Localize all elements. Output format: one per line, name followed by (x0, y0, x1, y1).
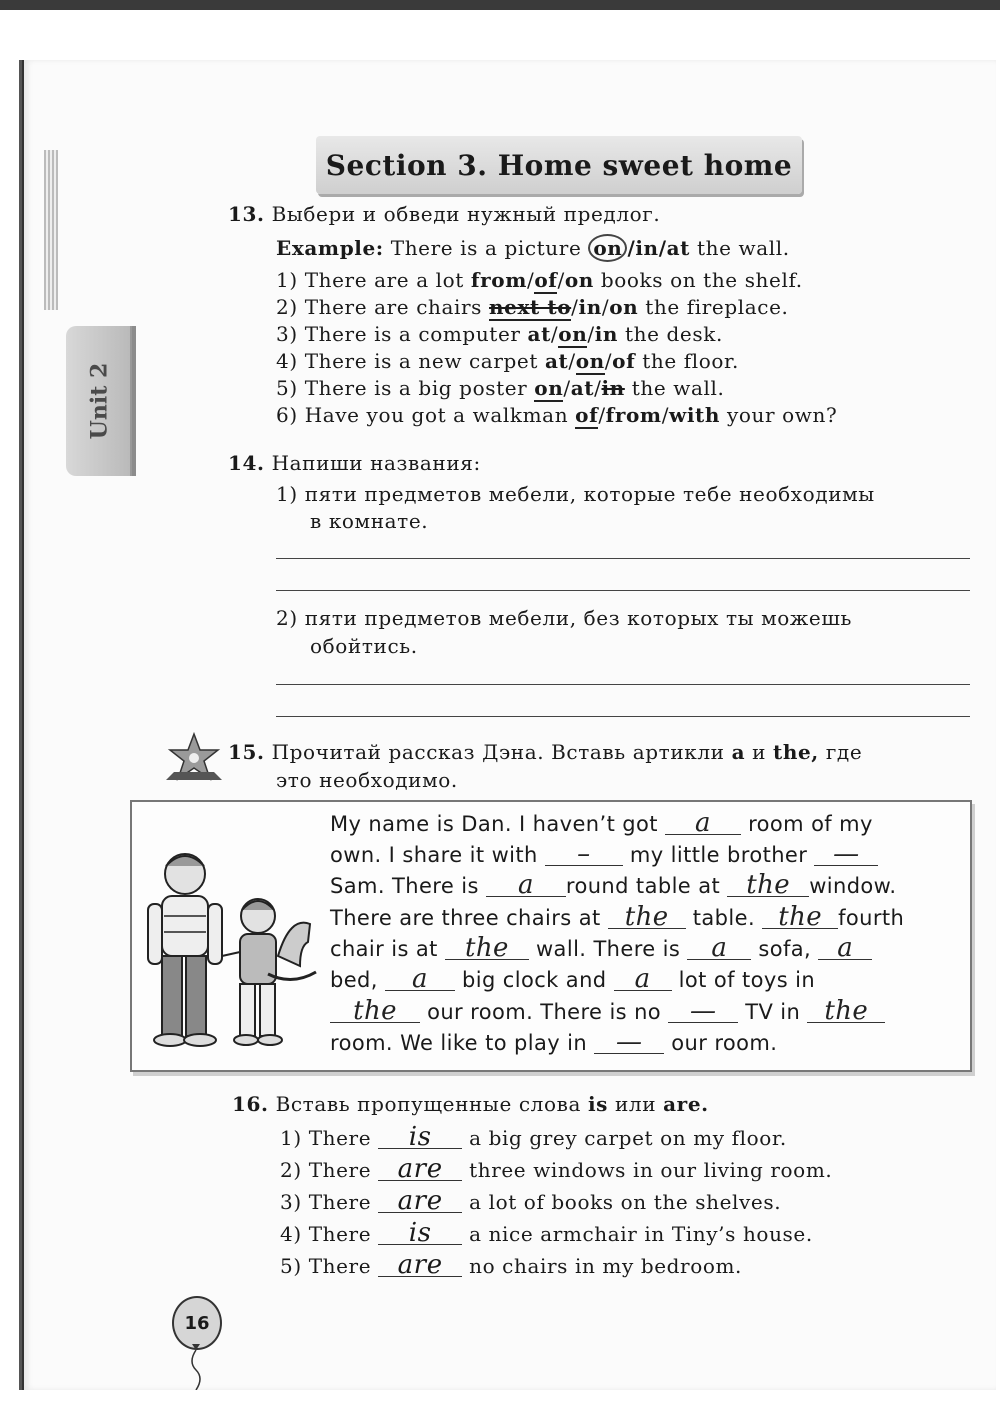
item-text: Have you got a walkman (304, 403, 569, 427)
item-number: 2) (276, 606, 298, 630)
article-blank[interactable]: a (687, 937, 751, 960)
story-text: My name is Dan. I haven’t got (330, 812, 658, 836)
story-line-5 (330, 933, 872, 963)
story-text: There are three chairs at (330, 906, 601, 930)
story-text: room. We like to play in (330, 1031, 588, 1055)
article-blank[interactable]: — (594, 1031, 664, 1054)
article-blank[interactable]: — (668, 1000, 738, 1023)
story-text: fourth (838, 906, 905, 930)
item-text-end: your own? (727, 403, 838, 427)
item-number: 4) (276, 349, 298, 373)
article-blank[interactable]: a (665, 812, 741, 835)
story-line-1 (330, 808, 873, 838)
story-text: our room. (671, 1031, 778, 1055)
ex14-item1 (276, 482, 875, 506)
article-blank[interactable]: the (762, 906, 838, 929)
article-blank[interactable]: — (814, 843, 878, 866)
story-line-6 (330, 964, 816, 994)
answer-line[interactable] (276, 590, 970, 591)
story-text: our room. There is no (427, 1000, 662, 1024)
option[interactable]: at (527, 322, 551, 346)
ex15-instruction-end: где (825, 740, 863, 764)
page-number-balloon (172, 1296, 222, 1350)
ex13-instruction: Выбери и обведи нужный предлог. (271, 202, 661, 226)
example-option: at (666, 236, 690, 260)
ex15-instruction: Прочитай рассказ Дэна. Вставь артикли (271, 740, 725, 764)
story-line-2 (330, 839, 878, 869)
story-text: own. I share it with (330, 843, 538, 867)
item-text-end: the floor. (642, 349, 739, 373)
item-text: пяти предметов мебели, без которых ты можешь (304, 606, 853, 630)
story-text: TV in (745, 1000, 801, 1024)
ex16-instruction: Вставь пропущенные слова (275, 1092, 581, 1116)
option[interactable]: from (605, 403, 662, 427)
ex13-item: 3) There is a computer at/on/in the desk. (276, 322, 723, 346)
option-separator: / (658, 236, 667, 260)
article-blank[interactable]: the (608, 906, 686, 929)
item-text: There (308, 1158, 372, 1182)
article-blank[interactable]: the (445, 937, 529, 960)
story-line-3 (330, 870, 897, 900)
item-text: There is a big poster (304, 376, 528, 400)
item-text: There is a computer (304, 322, 521, 346)
article-blank[interactable]: the (330, 1000, 420, 1023)
article-a: a (731, 740, 746, 764)
ex16-item (280, 1122, 787, 1152)
article-the: the, (773, 740, 819, 764)
story-line-7 (330, 996, 885, 1026)
item-text: There (308, 1254, 372, 1278)
item-number: 1) (276, 268, 298, 292)
item-number: 5) (276, 376, 298, 400)
ex15-number: 15. (228, 740, 265, 764)
article-blank[interactable]: a (614, 968, 672, 991)
option-marked[interactable]: of (575, 403, 599, 427)
item-number: 1) (276, 482, 298, 506)
example-text-end: the wall. (696, 236, 790, 260)
item-number: 1) (280, 1126, 302, 1150)
item-text-end: the desk. (625, 322, 723, 346)
item-text: пяти предметов мебели, которые тебе необходимы (304, 482, 875, 506)
story-text: table. (692, 906, 756, 930)
item-text: There (308, 1222, 372, 1246)
story-text: lot of toys in (678, 968, 816, 992)
ex13-item: 4) There is a new carpet at/on/of the floor. (276, 349, 739, 373)
word-are: are. (663, 1092, 709, 1116)
article-blank[interactable]: the (727, 874, 809, 897)
ex14-item2-cont: обойтись. (310, 634, 418, 658)
answer-blank[interactable]: are (378, 1190, 462, 1213)
ex16-item (280, 1250, 743, 1280)
ex13-item: 5) There is a big poster on/at/in the wall. (276, 376, 725, 400)
option-marked[interactable]: on (558, 322, 588, 346)
story-text: chair is at (330, 937, 438, 961)
ex13-item: 1) There are a lot from/of/on books on the shelf. (276, 268, 803, 292)
story-text: round table at (565, 874, 721, 898)
unit-tab (66, 326, 132, 476)
option-marked[interactable]: on (575, 349, 605, 373)
item-text: There are chairs (304, 295, 483, 319)
item-text-end: the wall. (631, 376, 725, 400)
word-or: или (614, 1092, 657, 1116)
story-text: room of my (748, 812, 873, 836)
item-text: There (308, 1190, 372, 1214)
ex16-item (280, 1218, 813, 1248)
answer-line[interactable] (276, 684, 970, 685)
option[interactable]: in (594, 322, 619, 346)
item-text-end: a lot of books on the shelves. (469, 1190, 782, 1214)
option[interactable]: from (470, 268, 527, 292)
ex13-item: 2) There are chairs next to/in/on the fireplace. (276, 295, 789, 319)
item-text: There (308, 1126, 372, 1150)
article-blank[interactable]: – (545, 843, 623, 866)
star-icon (166, 732, 222, 782)
ex16-item (280, 1154, 833, 1184)
answer-blank[interactable]: is (378, 1126, 462, 1149)
page-number: 16 (184, 1312, 210, 1334)
option[interactable]: of (612, 349, 636, 373)
item-number: 6) (276, 403, 298, 427)
example-option: in (635, 236, 659, 260)
story-text: bed, (330, 968, 378, 992)
story-text: my little brother (629, 843, 808, 867)
option[interactable]: in (578, 295, 602, 319)
ex13-heading (228, 202, 660, 226)
item-text-end: a big grey carpet on my floor. (469, 1126, 787, 1150)
answer-blank[interactable]: is (378, 1222, 462, 1245)
item-number: 4) (280, 1222, 302, 1246)
ex14-item2 (276, 606, 852, 630)
article-blank[interactable]: a (486, 874, 566, 897)
ex16-heading (232, 1092, 709, 1116)
story-text: sofa, (758, 937, 812, 961)
ex15-heading-cont: это необходимо. (276, 768, 458, 792)
ex14-heading (228, 451, 481, 475)
item-number: 3) (276, 322, 298, 346)
boys-illustration (140, 846, 320, 1056)
article-blank[interactable]: the (807, 1000, 885, 1023)
section-title-banner (316, 136, 802, 194)
item-text-end: no chairs in my bedroom. (469, 1254, 743, 1278)
scan-top-edge (0, 0, 1000, 10)
option-marked[interactable]: next to (489, 295, 572, 319)
answer-line[interactable] (276, 716, 970, 717)
item-text-end: three windows in our living room. (469, 1158, 833, 1182)
article-blank[interactable]: a (818, 937, 872, 960)
item-number: 3) (280, 1190, 302, 1214)
item-text-end: books on the shelf. (600, 268, 803, 292)
option-marked[interactable]: of (534, 268, 558, 292)
answer-blank[interactable]: are (378, 1158, 462, 1181)
story-line-8 (330, 1027, 778, 1057)
unit-tab-edge (132, 326, 136, 476)
ex16-item (280, 1186, 782, 1216)
story-text: window. (809, 874, 897, 898)
item-text-end: a nice armchair in Tiny’s house. (469, 1222, 813, 1246)
option[interactable]: on (609, 295, 639, 319)
story-line-4 (330, 902, 905, 932)
story-text: big clock and (462, 968, 607, 992)
option-separator: / (627, 236, 636, 260)
item-text: There are a lot (304, 268, 464, 292)
story-text: Sam. There is (330, 874, 479, 898)
item-text-end: the fireplace. (645, 295, 789, 319)
option[interactable]: in (601, 376, 625, 400)
ex15-heading (228, 740, 862, 764)
story-text: wall. There is (535, 937, 681, 961)
word-is: is (587, 1092, 609, 1116)
ex13-number: 13. (228, 202, 265, 226)
item-number: 5) (280, 1254, 302, 1278)
example-text: There is a picture (390, 236, 582, 260)
item-number: 2) (276, 295, 298, 319)
ex13-example (276, 236, 790, 260)
option-marked[interactable]: on (534, 376, 564, 400)
balloon-string-icon (184, 1344, 208, 1390)
word-and: и (752, 740, 767, 764)
ex14-item1-cont: в комнате. (310, 509, 429, 533)
item-text: There is a new carpet (304, 349, 538, 373)
article-blank[interactable]: a (385, 968, 455, 991)
option[interactable]: on (564, 268, 594, 292)
page-edge-stack (44, 150, 58, 310)
example-label: Example: (276, 236, 384, 260)
answer-line[interactable] (276, 558, 970, 559)
example-circled-option: on (588, 234, 627, 262)
answer-blank[interactable]: are (378, 1254, 462, 1277)
ex13-item: 6) Have you got a walkman of/from/with your own? (276, 403, 838, 427)
option[interactable]: at (570, 376, 595, 400)
option[interactable]: at (544, 349, 569, 373)
option[interactable]: with (669, 403, 721, 427)
ex16-number: 16. (232, 1092, 269, 1116)
ex14-instruction: Напиши названия: (271, 451, 481, 475)
unit-tab-label: Unit 2 (86, 362, 113, 440)
item-number: 2) (280, 1158, 302, 1182)
ex14-number: 14. (228, 451, 265, 475)
section-title: Section 3. Home sweet home (325, 148, 793, 182)
